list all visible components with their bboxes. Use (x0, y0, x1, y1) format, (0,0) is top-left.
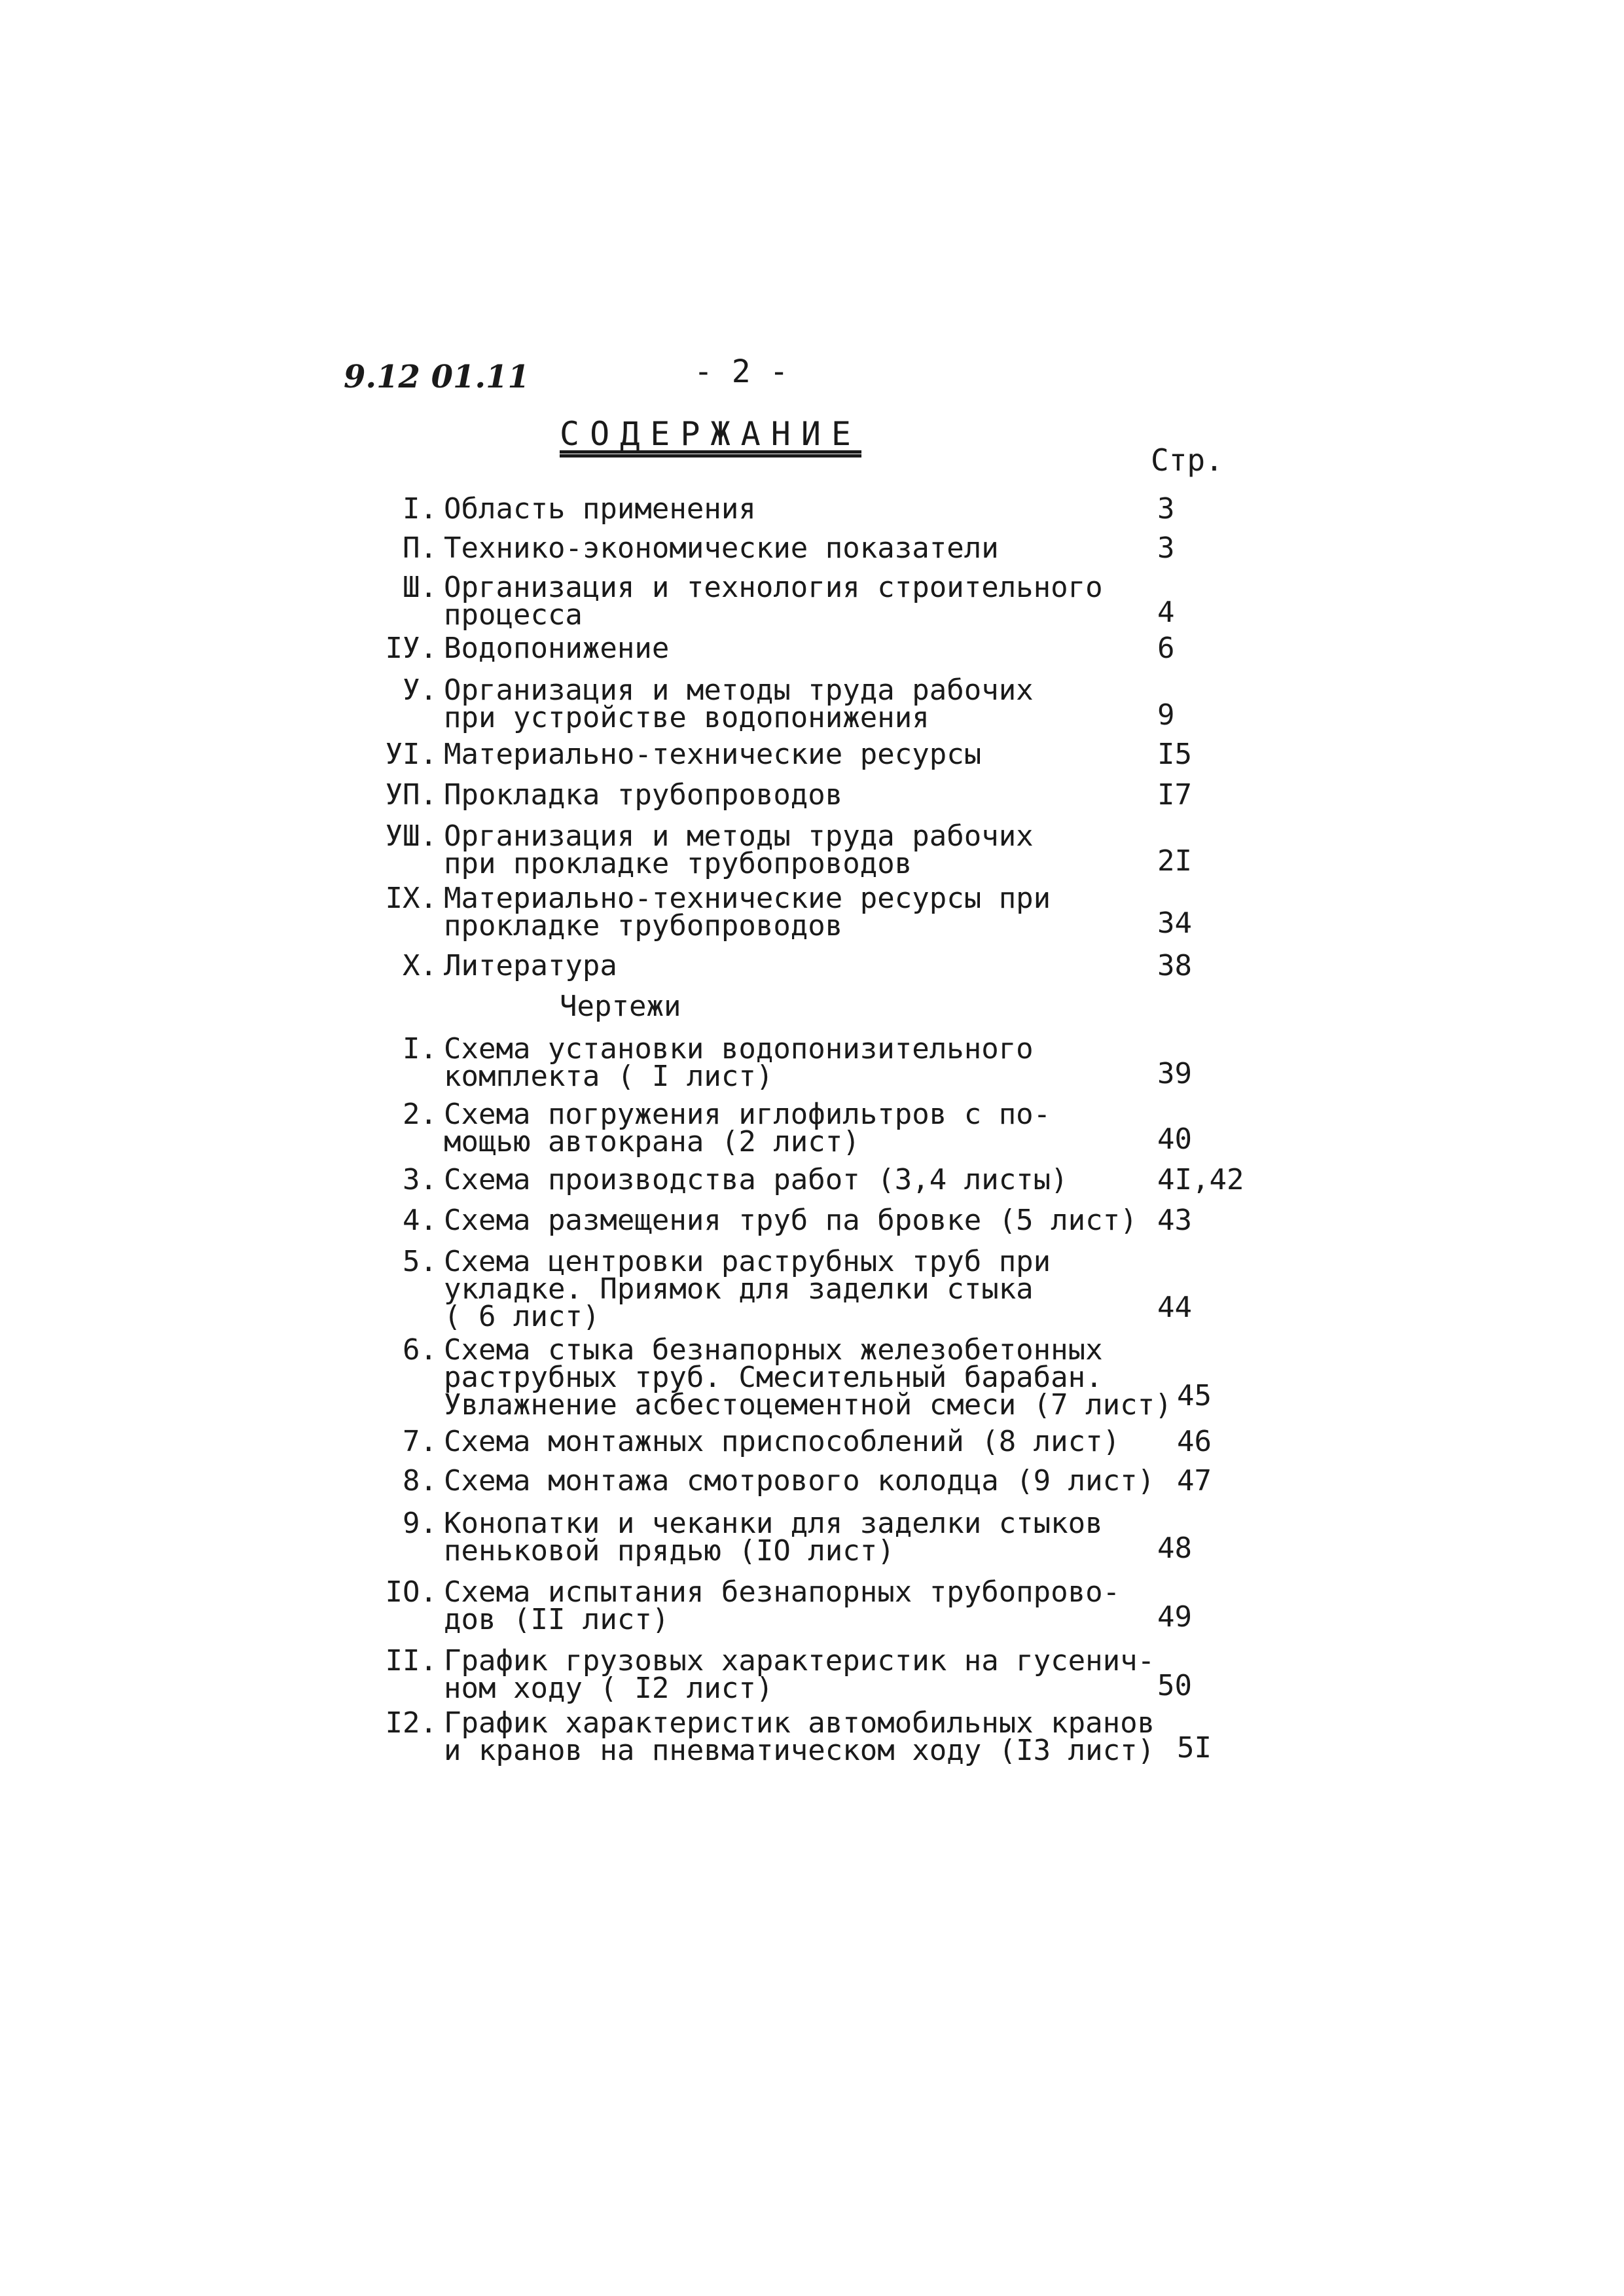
entry-number: 3. (403, 1163, 437, 1196)
entry-number: 8. (403, 1464, 437, 1498)
entry-number: I. (403, 492, 437, 526)
entry-title-line: Схема центровки раструбных труб при (444, 1245, 1051, 1278)
entry-number: X. (403, 949, 437, 982)
entry-number: Ш. (403, 571, 437, 604)
entry-page: 40 (1157, 1122, 1192, 1156)
entry-title-line: Организация и методы труда рабочих (444, 819, 1034, 853)
entry-page: 44 (1157, 1291, 1192, 1324)
entry-number: У. (403, 673, 437, 707)
entry-title-line: пеньковой прядью (IO лист) (444, 1534, 895, 1568)
entry-page: 3 (1157, 492, 1175, 526)
entry-page: 38 (1157, 949, 1192, 982)
entry-title-line: Материально-технические ресурсы (444, 738, 982, 771)
entry-number: I. (403, 1032, 437, 1066)
drawings-header: Чертежи (560, 990, 681, 1023)
entry-title-line: ( 6 лист) (444, 1300, 600, 1333)
entry-number: 6. (403, 1333, 437, 1367)
entry-page: 3 (1157, 531, 1175, 565)
entry-title-line: раструбных труб. Смесительный барабан. (444, 1361, 1103, 1394)
entry-title-line: Литература (444, 949, 617, 982)
entry-page: 46 (1177, 1425, 1212, 1458)
entry-number: УШ. (385, 819, 437, 853)
entry-title-line: прокладке трубопроводов (444, 909, 843, 942)
entry-number: 5. (403, 1245, 437, 1278)
entry-title-line: ном ходу ( I2 лист) (444, 1672, 774, 1705)
entry-page: 43 (1157, 1204, 1192, 1237)
entry-number: 4. (403, 1204, 437, 1237)
entry-title-line: дов (II лист) (444, 1603, 670, 1636)
entry-title-line: Материально-технические ресурсы при (444, 882, 1051, 915)
page-column-header: Стр. (1151, 442, 1223, 478)
entry-page: 2I (1157, 844, 1192, 878)
entry-page: 49 (1157, 1600, 1192, 1634)
entry-title-line: Схема размещения труб па бровке (5 лист) (444, 1204, 1138, 1237)
entry-title-line: Технико-экономические показатели (444, 531, 999, 565)
entry-title-line: Организация и технология строительного (444, 571, 1103, 604)
entry-number: II. (385, 1644, 437, 1677)
entry-number: 7. (403, 1425, 437, 1458)
entry-number: УП. (385, 778, 437, 812)
entry-page: I5 (1157, 738, 1192, 771)
entry-page: 39 (1157, 1057, 1192, 1090)
entry-page: 45 (1177, 1379, 1212, 1412)
entry-number: П. (403, 531, 437, 565)
contents-title: СОДЕРЖАНИЕ (560, 415, 862, 453)
entry-page: I7 (1157, 778, 1192, 812)
entry-title-line: и кранов на пневматическом ходу (I3 лист) (444, 1734, 1155, 1767)
entry-title-line: при прокладке трубопроводов (444, 847, 912, 880)
entry-title-line: процесса (444, 598, 583, 632)
entry-title-line: Область применения (444, 492, 756, 526)
entry-page: 4I,42 (1157, 1163, 1244, 1196)
entry-number: 2. (403, 1098, 437, 1131)
entry-page: 34 (1157, 906, 1192, 940)
entry-title-line: Конопатки и чеканки для заделки стыков (444, 1507, 1103, 1540)
entry-number: 9. (403, 1507, 437, 1540)
entry-title-line: укладке. Приямок для заделки стыка (444, 1272, 1034, 1306)
entry-title-line: Организация и методы труда рабочих (444, 673, 1034, 707)
entry-title-line: Водопонижение (444, 632, 670, 665)
entry-number: IУ. (385, 632, 437, 665)
entry-title-line: Схема монтажа смотрового колодца (9 лист) (444, 1464, 1155, 1498)
entry-number: IX. (385, 882, 437, 915)
entry-title-line: Схема установки водопонизительного (444, 1032, 1034, 1066)
entry-title-line: Схема монтажных приспособлений (8 лист) (444, 1425, 1121, 1458)
page-number: - 2 - (694, 353, 789, 390)
entry-number: УI. (385, 738, 437, 771)
entry-number: IO. (385, 1575, 437, 1609)
entry-page: 47 (1177, 1464, 1212, 1498)
entry-title-line: График характеристик автомобильных кранов (444, 1706, 1155, 1740)
entry-number: I2. (385, 1706, 437, 1740)
entry-title-line: График грузовых характеристик на гусенич- (444, 1644, 1155, 1677)
entry-title-line: Схема производства работ (3,4 листы) (444, 1163, 1068, 1196)
entry-title-line: мощью автокрана (2 лист) (444, 1125, 860, 1158)
entry-title-line: комплекта ( I лист) (444, 1060, 774, 1093)
entry-title-line: Схема стыка безнапорных железобетонных (444, 1333, 1103, 1367)
entry-title-line: Схема погружения иглофильтров с по- (444, 1098, 1051, 1131)
entry-title-line: Схема испытания безнапорных трубопрово- (444, 1575, 1121, 1609)
entry-title-line: при устройстве водопонижения (444, 701, 929, 734)
entry-page: 50 (1157, 1669, 1192, 1702)
entry-page: 48 (1157, 1532, 1192, 1565)
entry-page: 9 (1157, 698, 1175, 732)
doc-code: 9.12 01.11 (344, 359, 530, 395)
entry-page: 5I (1177, 1731, 1212, 1765)
entry-page: 4 (1157, 596, 1175, 629)
entry-title-line: Увлажнение асбестоцементной смеси (7 лист) (444, 1388, 1172, 1422)
entry-title-line: Прокладка трубопроводов (444, 778, 843, 812)
entry-page: 6 (1157, 632, 1175, 665)
